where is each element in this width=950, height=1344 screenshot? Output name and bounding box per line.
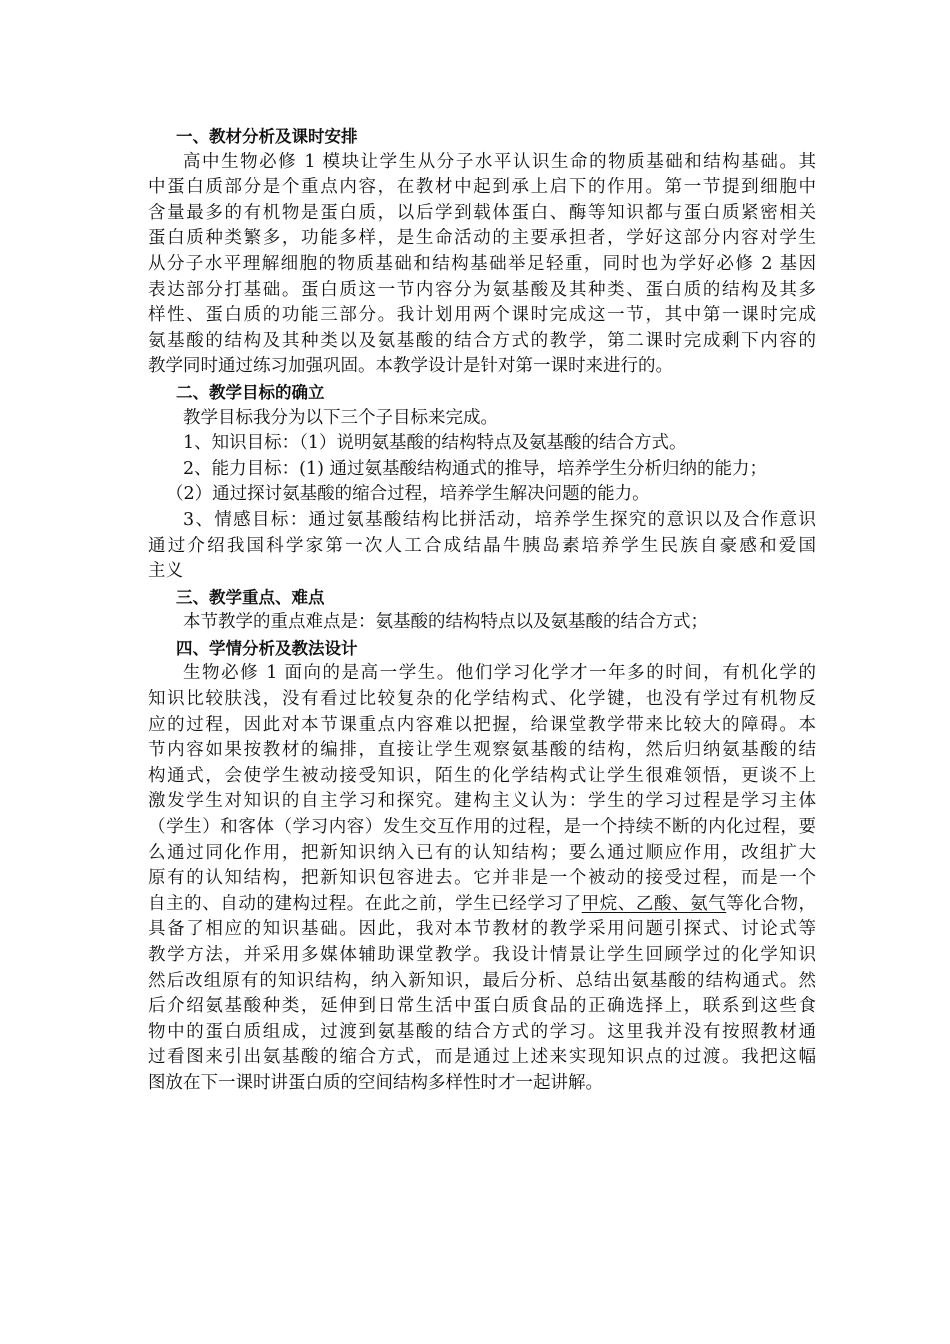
goal-ability: 2、能力目标：(1) 通过氨基酸结构通式的推导，培养学生分析归纳的能力； — [183, 458, 767, 479]
paragraph-line: 应的过程，因此对本节课重点内容难以把握，给课堂教学带来比较大的障碍。本 — [148, 714, 816, 735]
paragraph-line: 原有的认知结构，把新知识包容进去。它并非是一个被动的接受过程，而是一个 — [148, 868, 816, 889]
text-segment: 自主的、自动的建构过程。在此之前，学生已经学习了 — [148, 893, 582, 914]
paragraph-line: 蛋白质种类繁多，功能多样，是生命活动的主要承担者，学好这部分内容对学生 — [148, 228, 816, 249]
paragraph-line: 氨基酸的结构及其种类以及氨基酸的结合方式的教学，第二课时完成剩下内容的 — [148, 330, 816, 351]
paragraph-line: 过看图来引出氨基酸的缩合方式，而是通过上述来实现知识点的过渡。我把这幅 — [148, 1047, 816, 1068]
section-heading-4: 四、学情分析及教法设计 — [176, 638, 358, 658]
paragraph-line: （学生）和客体（学习内容）发生交互作用的过程，是一个持续不断的内化过程，要 — [148, 817, 816, 838]
paragraph-line: 知识比较肤浅，没有看过比较复杂的化学结构式、化学键，也没有学过有机物反 — [148, 689, 816, 710]
paragraph-line: 高中生物必修 1 模块让学生从分子水平认识生命的物质基础和结构基础。其 — [183, 151, 816, 172]
paragraph-line: 激发学生对知识的自主学习和探究。建构主义认为：学生的学习过程是学习主体 — [148, 791, 816, 812]
underlined-compounds: 甲烷、乙酸、氨气 — [581, 893, 727, 914]
paragraph-line: 然后改组原有的知识结构，纳入新知识，最后分析、总结出氨基酸的结构通式。然 — [148, 970, 816, 991]
paragraph-line: 从分子水平理解细胞的物质基础和结构基础举足轻重，同时也为学好必修 2 基因 — [148, 253, 816, 274]
paragraph-line: 含量最多的有机物是蛋白质，以后学到载体蛋白、酶等知识都与蛋白质紧密相关 — [148, 202, 816, 223]
goal-ability-2: （2）通过探讨氨基酸的缩合过程，培养学生解决问题的能力。 — [166, 484, 650, 505]
section-heading-3: 三、教学重点、难点 — [176, 587, 325, 607]
paragraph-line: 教学方法，并采用多媒体辅助课堂教学。我设计情景让学生回顾学过的化学知识 — [148, 945, 816, 965]
paragraph-line: 物中的蛋白质组成，过渡到氨基酸的结合方式的学习。这里我并没有按照教材通 — [148, 1021, 816, 1042]
paragraph-line: 表达部分打基础。蛋白质这一节内容分为氨基酸及其种类、蛋白质的结构及其多 — [148, 279, 816, 300]
section-heading-1: 一、教材分析及课时安排 — [176, 127, 358, 146]
paragraph-line: 通过介绍我国科学家第一次人工合成结晶牛胰岛素培养学生民族自豪感和爱国 — [148, 535, 816, 556]
paragraph-line: 节内容如果按教材的编排，直接让学生观察氨基酸的结构，然后归纳氨基酸的结 — [148, 740, 816, 761]
paragraph-line: 主义 — [148, 561, 183, 582]
paragraph-line: 生物必修 1 面向的是高一学生。他们学习化学才一年多的时间，有机化学的 — [183, 663, 816, 684]
text-segment: 等化合物， — [726, 893, 816, 914]
paragraph-line: 后介绍氨基酸种类，延伸到日常生活中蛋白质食品的正确选择上，联系到这些食 — [148, 996, 816, 1017]
goal-emotion: 3、情感目标：通过氨基酸结构比拼活动，培养学生探究的意识以及合作意识 — [183, 509, 816, 530]
paragraph-line: 图放在下一课时讲蛋白质的空间结构多样性时才一起讲解。 — [148, 1072, 603, 1093]
paragraph-line: 本节教学的重点难点是：氨基酸的结构特点以及氨基酸的结合方式； — [183, 612, 708, 633]
paragraph-line: 样性、蛋白质的功能三部分。我计划用两个课时完成这一节，其中第一课时完成 — [148, 305, 816, 326]
paragraph-line: 具备了相应的知识基础。因此，我对本节教材的教学采用问题引探式、讨论式等 — [148, 919, 816, 940]
goal-knowledge: 1、知识目标：（1）说明氨基酸的结构特点及氨基酸的结合方式。 — [183, 433, 687, 454]
paragraph-line-with-underline — [148, 892, 816, 918]
paragraph-line: 教学同时通过练习加强巩固。本教学设计是针对第一课时来进行的。 — [148, 356, 673, 377]
paragraph-line: 么通过同化作用，把新知识纳入已有的认知结构；要么通过顺应作用，改组扩大 — [148, 842, 816, 863]
paragraph-line: 构通式，会使学生被动接受知识，陌生的化学结构式让学生很难领悟，更谈不上 — [148, 765, 816, 786]
document-page — [148, 124, 816, 1097]
section-heading-2: 二、教学目标的确立 — [176, 382, 325, 402]
paragraph-line: 中蛋白质部分是个重点内容，在教材中起到承上启下的作用。第一节提到细胞中 — [148, 177, 816, 198]
paragraph-line: 教学目标我分为以下三个子目标来完成。 — [183, 407, 498, 428]
